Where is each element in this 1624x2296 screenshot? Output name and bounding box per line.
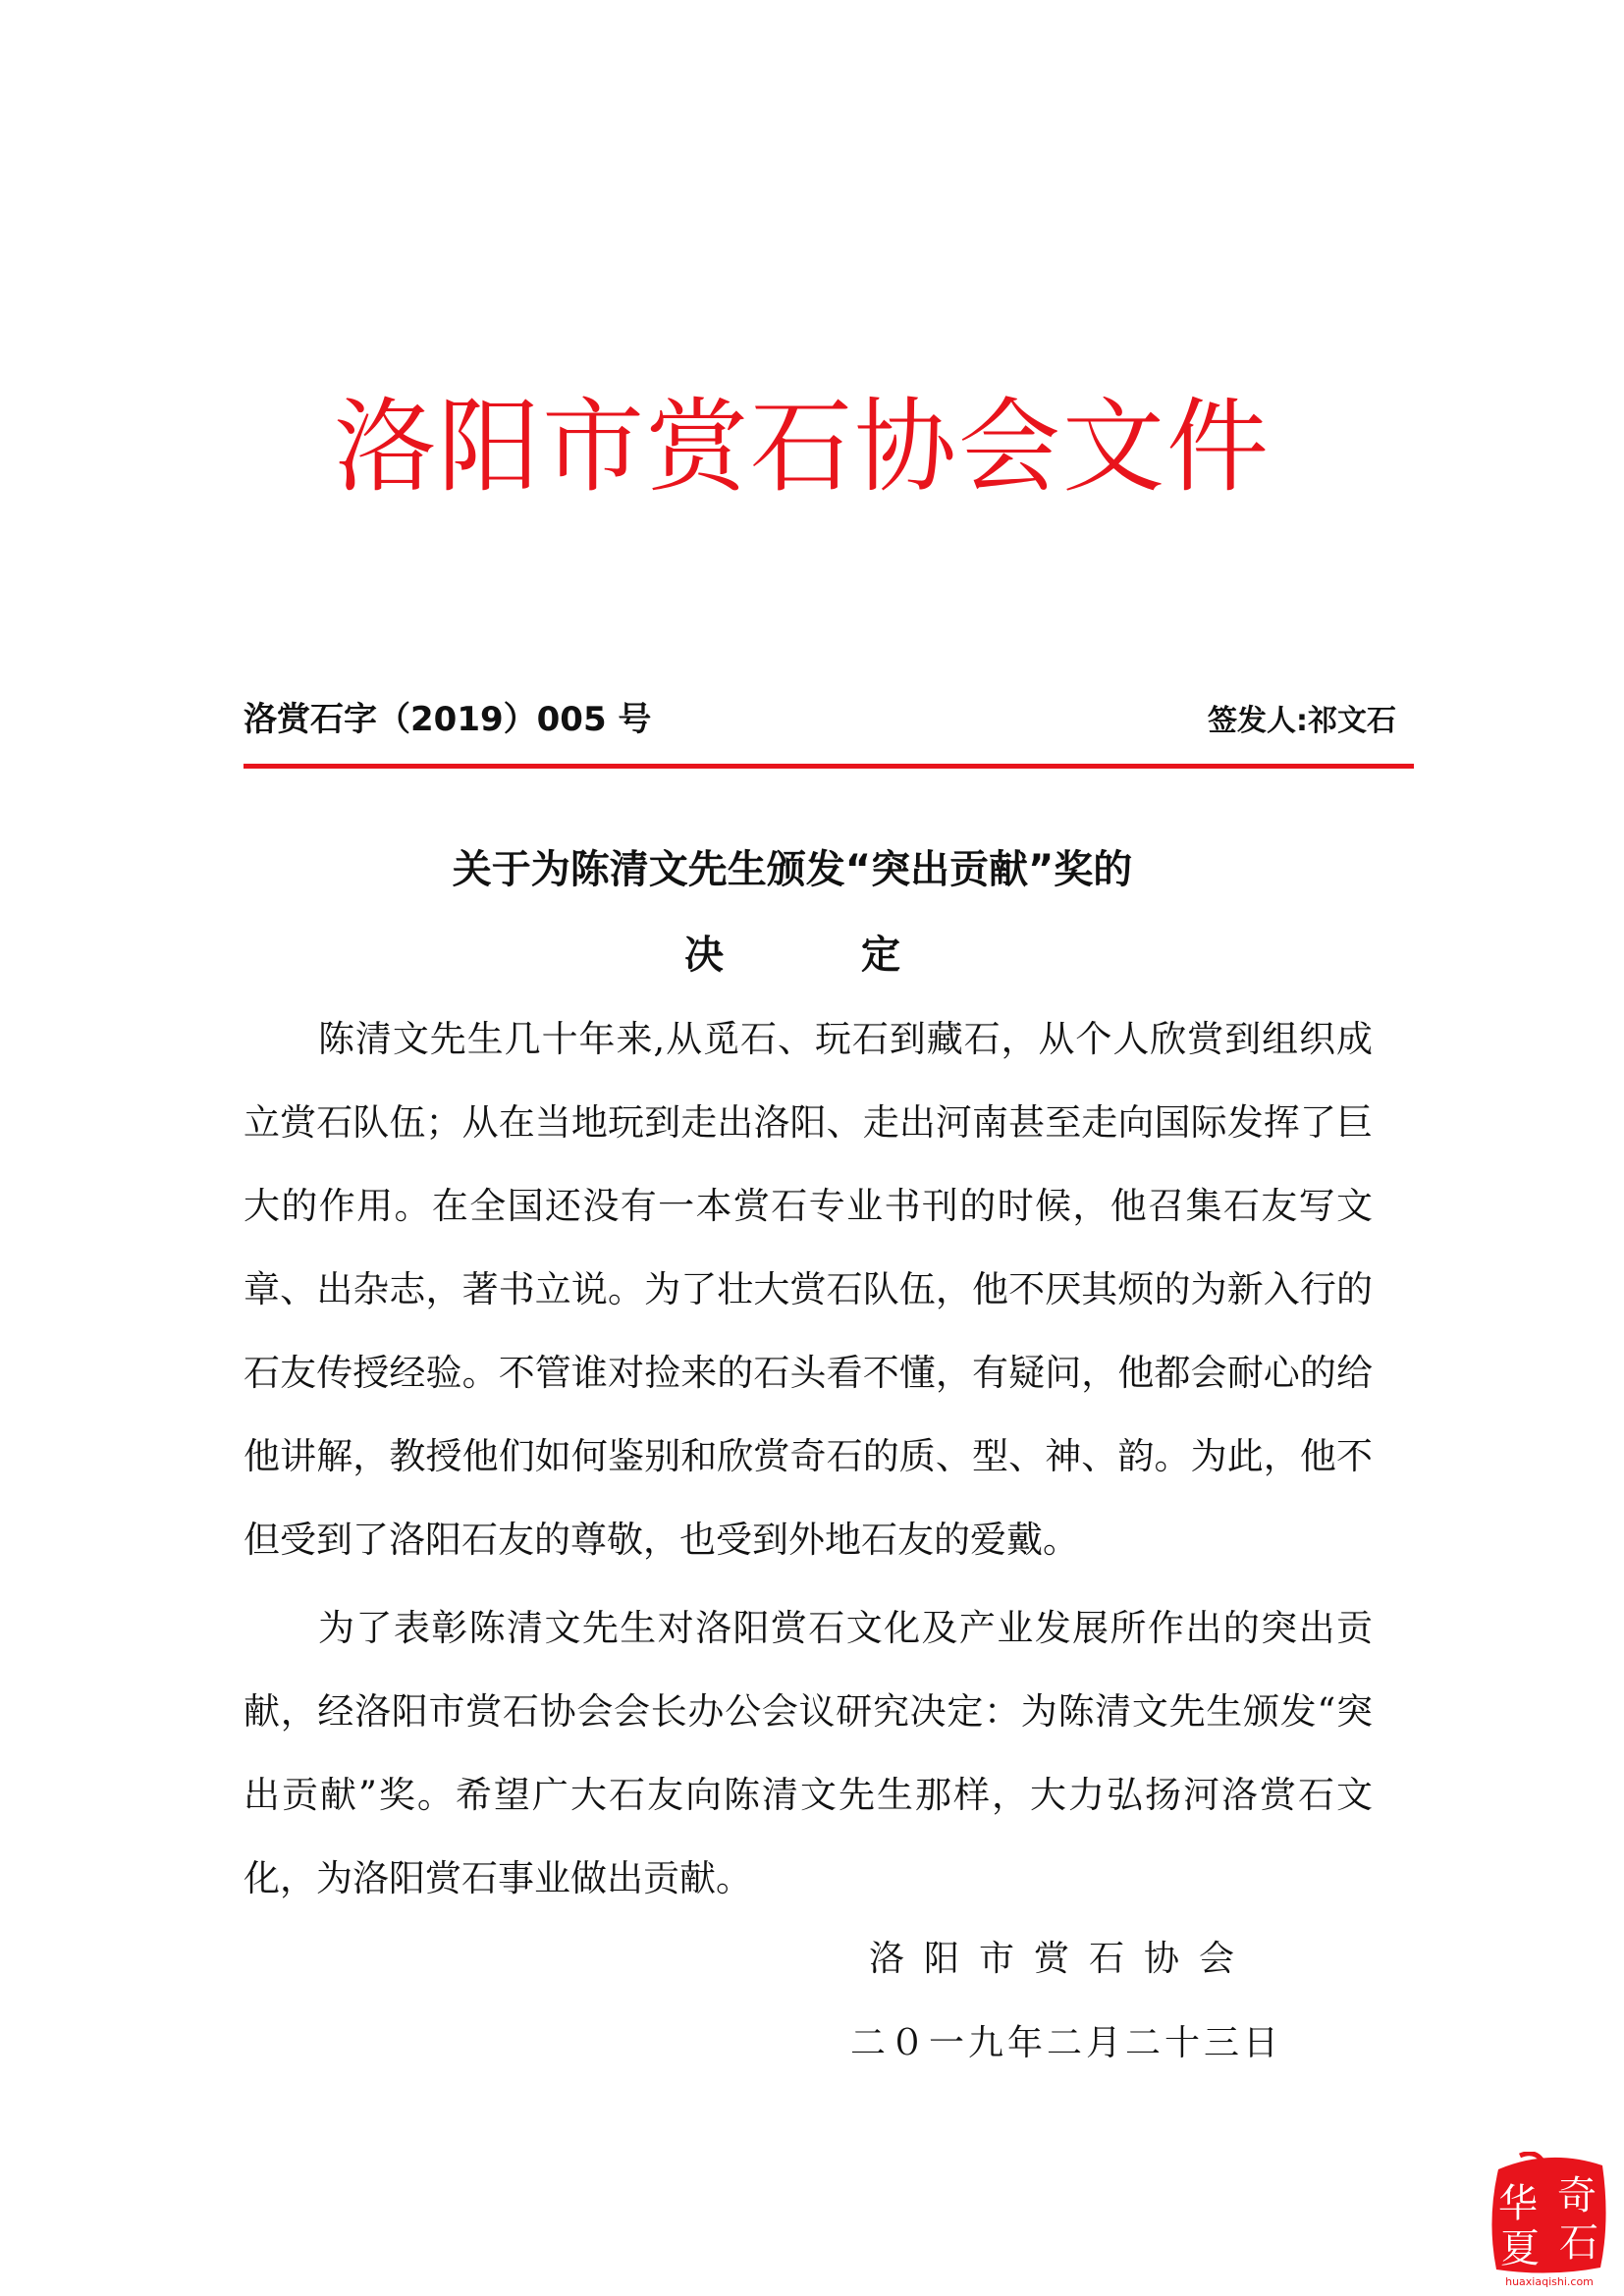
- issuing-organization: 洛阳市赏石协会: [869, 1939, 1255, 1979]
- body-paragraph: 为了表彰陈清文先生对洛阳赏石文化及产业发展所作出的突出贡献，经洛阳市赏石协会会长办公会议研究决定：为陈清文先生颁发“突出贡献”奖。希望广大石友向陈清文先生那样，大力弘扬河洛赏石文化，为洛阳赏石事业做出贡献。: [244, 1607, 1373, 1899]
- signer-label: 签发人:祁文石: [1208, 704, 1396, 738]
- decision-title: 关于为陈清文先生颁发“突出贡献”奖的: [452, 847, 1133, 892]
- svg-text:夏: 夏: [1500, 2226, 1540, 2271]
- red-divider-rule: [244, 764, 1414, 769]
- svg-text:奇: 奇: [1557, 2173, 1597, 2218]
- body-paragraph: 陈清文先生几十年来,从觅石、玩石到藏石，从个人欣赏到组织成立赏石队伍；从在当地玩到走出洛阳、走出河南甚至走向国际发挥了巨大的作用。在全国还没有一本赏石专业书刊的时候，他召集石友写文章、出杂志，著书立说。为了壮大赏石队伍，他不厌其烦的为新入行的石友传授经验。不管谁对捡来的石头看不懂，有疑问，他都会耐心的给他讲解，教授他们如何鉴别和欣赏奇石的质、型、神、韵。为此，他不但受到了洛阳石友的尊敬，也受到外地石友的爱戴。: [244, 1018, 1373, 1561]
- svg-text:石: 石: [1559, 2220, 1598, 2266]
- issue-date: 二０一九年二月二十三日: [850, 2023, 1283, 2063]
- svg-text:华: 华: [1498, 2181, 1538, 2226]
- site-logo-watermark: [1481, 2152, 1618, 2289]
- decision-title-suffix: 决定: [684, 933, 1038, 978]
- logo-seal-icon: [1481, 2152, 1618, 2289]
- document-header-title: 洛阳市赏石协会文件: [334, 387, 1272, 507]
- document-number: 洛赏石字（2019）005 号: [244, 700, 652, 739]
- svg-text:huaxiaqishi.com: huaxiaqishi.com: [1505, 2275, 1594, 2288]
